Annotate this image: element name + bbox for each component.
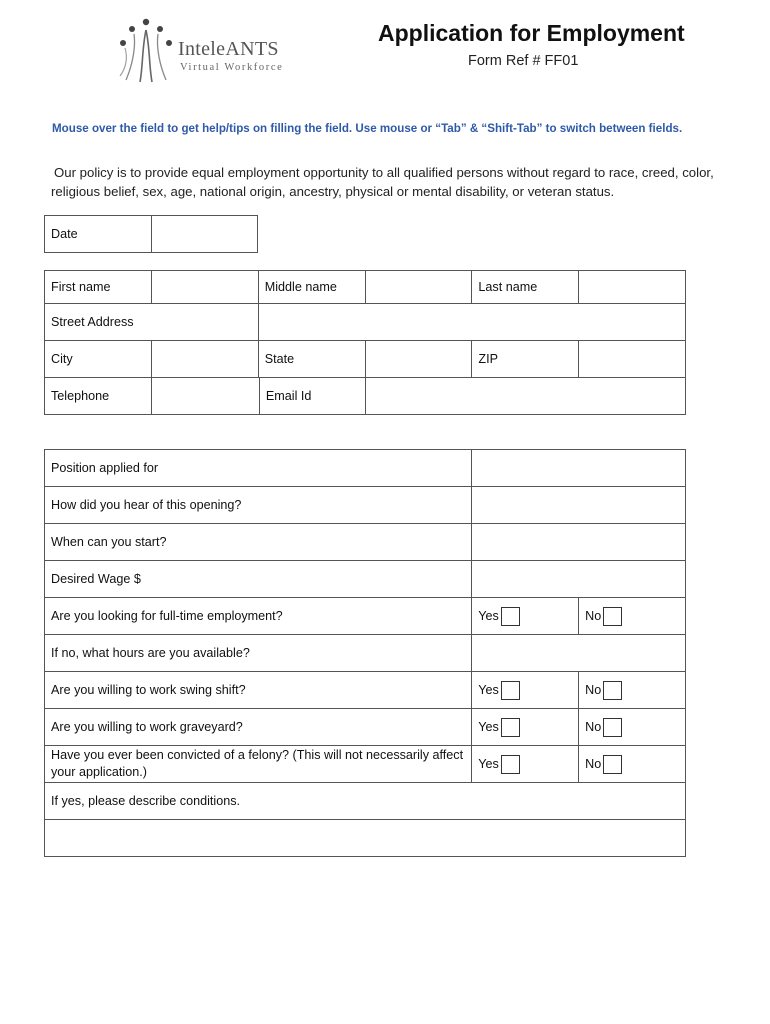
page-title: Application for Employment <box>378 20 685 46</box>
logo-name: InteleANTS <box>178 38 279 60</box>
fulltime-yes-label: Yes <box>478 608 499 623</box>
first-name-field[interactable] <box>151 271 258 304</box>
city-label: City <box>45 341 152 378</box>
employment-table <box>44 449 686 857</box>
fulltime-no-label: No <box>585 608 602 623</box>
wage-label: Desired Wage $ <box>45 561 472 598</box>
ant-logo-icon <box>112 18 182 88</box>
start-label: When can you start? <box>45 524 472 561</box>
date-table <box>44 215 258 253</box>
middle-name-label: Middle name <box>258 271 365 304</box>
position-field[interactable] <box>472 450 686 487</box>
wage-field[interactable] <box>472 561 686 598</box>
form-reference: Form Ref # FF01 <box>468 53 579 69</box>
state-label: State <box>258 341 365 378</box>
telephone-field[interactable] <box>152 378 260 414</box>
street-address-label: Street Address <box>45 304 259 341</box>
fulltime-yes-checkbox[interactable] <box>501 607 520 626</box>
zip-field[interactable] <box>579 341 686 378</box>
company-logo <box>112 18 302 88</box>
graveyard-yes-checkbox[interactable] <box>501 718 520 737</box>
first-name-label: First name <box>45 271 152 304</box>
swing-no-label: No <box>585 682 602 697</box>
hear-label: How did you hear of this opening? <box>45 487 472 524</box>
zip-label: ZIP <box>472 341 579 378</box>
swing-shift-label: Are you willing to work swing shift? <box>45 672 472 709</box>
start-field[interactable] <box>472 524 686 561</box>
hear-field[interactable] <box>472 487 686 524</box>
city-field[interactable] <box>151 341 258 378</box>
hours-label: If no, what hours are you available? <box>45 635 472 672</box>
graveyard-no-checkbox[interactable] <box>603 718 622 737</box>
fulltime-label: Are you looking for full-time employment? <box>45 598 472 635</box>
last-name-label: Last name <box>472 271 579 304</box>
fulltime-no-checkbox[interactable] <box>603 607 622 626</box>
swing-no-checkbox[interactable] <box>603 681 622 700</box>
felony-label: Have you ever been convicted of a felony? (This will not necessarily affect your application.) <box>45 746 472 783</box>
street-address-field[interactable] <box>258 304 685 341</box>
felony-yes-label: Yes <box>478 756 499 771</box>
graveyard-label: Are you willing to work graveyard? <box>45 709 472 746</box>
felony-no-checkbox[interactable] <box>603 755 622 774</box>
date-field[interactable] <box>151 216 257 253</box>
conditions-label: If yes, please describe conditions. <box>45 783 686 820</box>
logo-tagline: Virtual Workforce <box>180 62 284 73</box>
email-label: Email Id <box>265 389 312 403</box>
middle-name-field[interactable] <box>365 271 472 304</box>
graveyard-no-label: No <box>585 719 602 734</box>
felony-yes-checkbox[interactable] <box>501 755 520 774</box>
personal-info-table <box>44 270 686 415</box>
date-label: Date <box>45 216 152 253</box>
last-name-field[interactable] <box>579 271 686 304</box>
state-field[interactable] <box>365 341 472 378</box>
graveyard-yes-label: Yes <box>478 719 499 734</box>
felony-no-label: No <box>585 756 602 771</box>
equal-opportunity-policy: Our policy is to provide equal employment opportunity to all qualified persons without regard to race, creed, color, religious belief, sex, age, national origin, ancestry, physical or mental disability, or veteran status. <box>51 165 714 199</box>
telephone-label: Telephone <box>45 378 152 415</box>
position-label: Position applied for <box>45 450 472 487</box>
hours-field[interactable] <box>472 635 686 672</box>
swing-yes-checkbox[interactable] <box>501 681 520 700</box>
swing-yes-label: Yes <box>478 682 499 697</box>
conditions-field[interactable] <box>45 820 686 857</box>
email-field[interactable] <box>365 378 685 415</box>
help-instructions: Mouse over the field to get help/tips on filling the field. Use mouse or “Tab” & “Shift-Tab” to switch between fields. <box>52 122 683 135</box>
